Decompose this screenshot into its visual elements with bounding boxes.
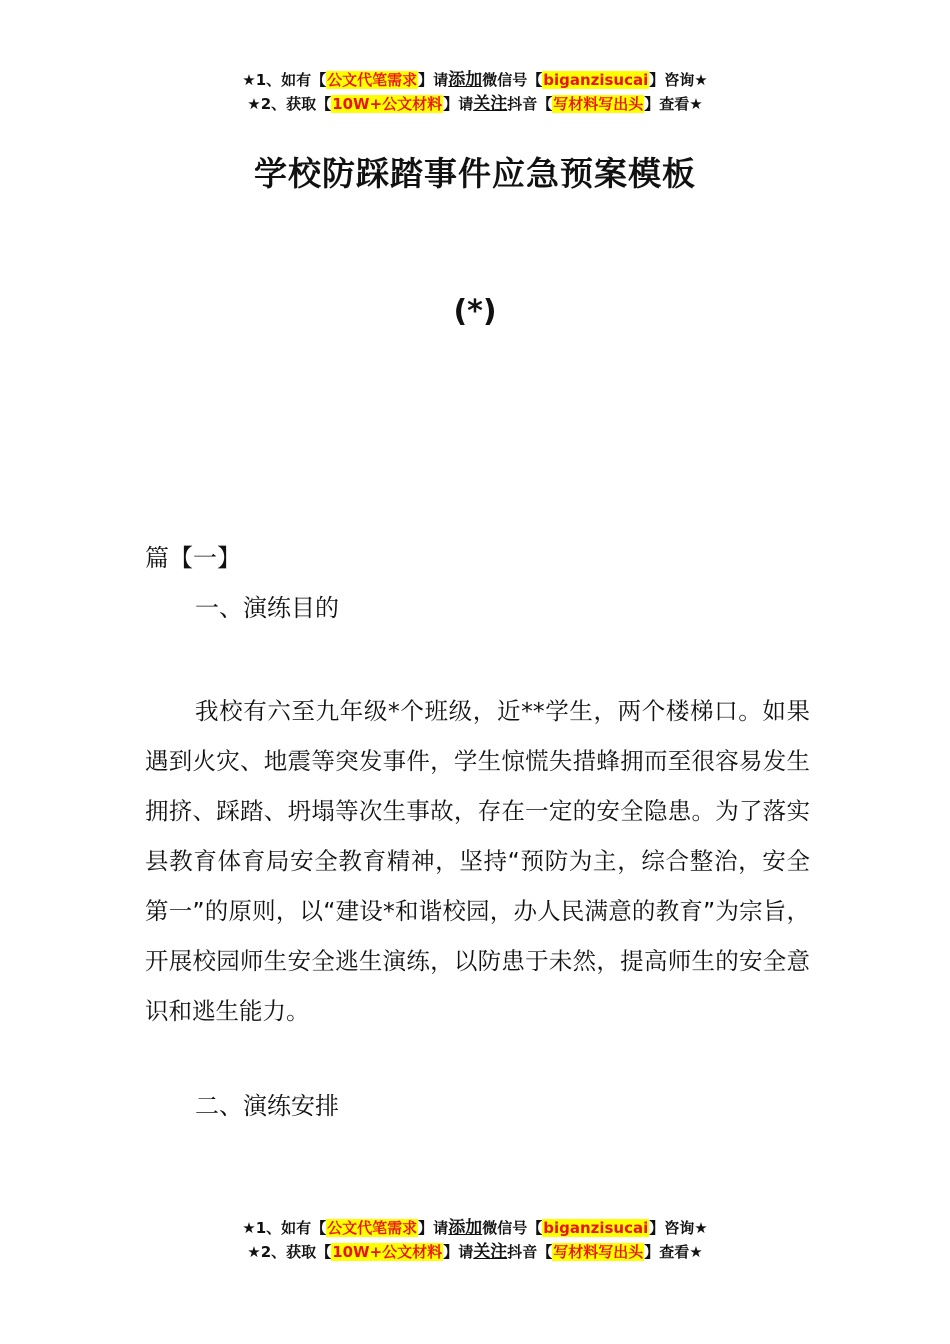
underline-follow: 关注 [473,1242,508,1262]
section-paragraph-1: 我校有六至九年级*个班级，近**学生，两个楼梯口。如果遇到火灾、地震等突发事件，学生惊慌失措蜂拥而至很容易发生拥挤、踩踏、坍塌等次生事故，存在一定的安全隐患。为了落实县教育体育局安全教育精神，坚持“预防为主，综合整治，安全第一”的原则，以“建设*和谐校园，办人民满意的教育”为宗旨，开展校园师生安全逃生演练，以防患于未然，提高师生的安全意识和逃生能力。 [145,697,810,1025]
highlight-wechat-id: biganzisucai [543,1219,649,1237]
highlight-service: 公文代笔需求 [327,1219,418,1237]
underline-add: 添加 [448,1218,483,1238]
banner-line-1: ★1、如有【公文代笔需求】请添加微信号【biganzisucai】咨询★ [242,70,708,90]
highlight-douyin: 写材料写出头 [553,95,644,113]
section-heading-2: 二、演练安排 [195,1092,339,1120]
document-title: 学校防踩踏事件应急预案模板 [254,154,696,193]
document-subtitle: (*) [453,294,497,329]
highlight-wechat-id: biganzisucai [543,71,649,89]
highlight-materials: 10W+公文材料 [332,1243,443,1261]
underline-add: 添加 [448,70,483,90]
highlight-materials: 10W+公文材料 [332,95,443,113]
section-heading-1: 一、演练目的 [195,594,339,622]
highlight-service: 公文代笔需求 [327,71,418,89]
highlight-douyin: 写材料写出头 [553,1243,644,1261]
chapter-heading: 篇【一】 [145,544,241,572]
underline-follow: 关注 [473,94,508,114]
footer-banner [0,1216,950,1264]
header-banner [0,68,950,116]
banner-line-1: ★1、如有【公文代笔需求】请添加微信号【biganzisucai】咨询★ [242,1218,708,1238]
banner-line-2: ★2、获取【10W+公文材料】请关注抖音【写材料写出头】查看★ [247,1242,703,1262]
banner-line-2: ★2、获取【10W+公文材料】请关注抖音【写材料写出头】查看★ [247,94,703,114]
